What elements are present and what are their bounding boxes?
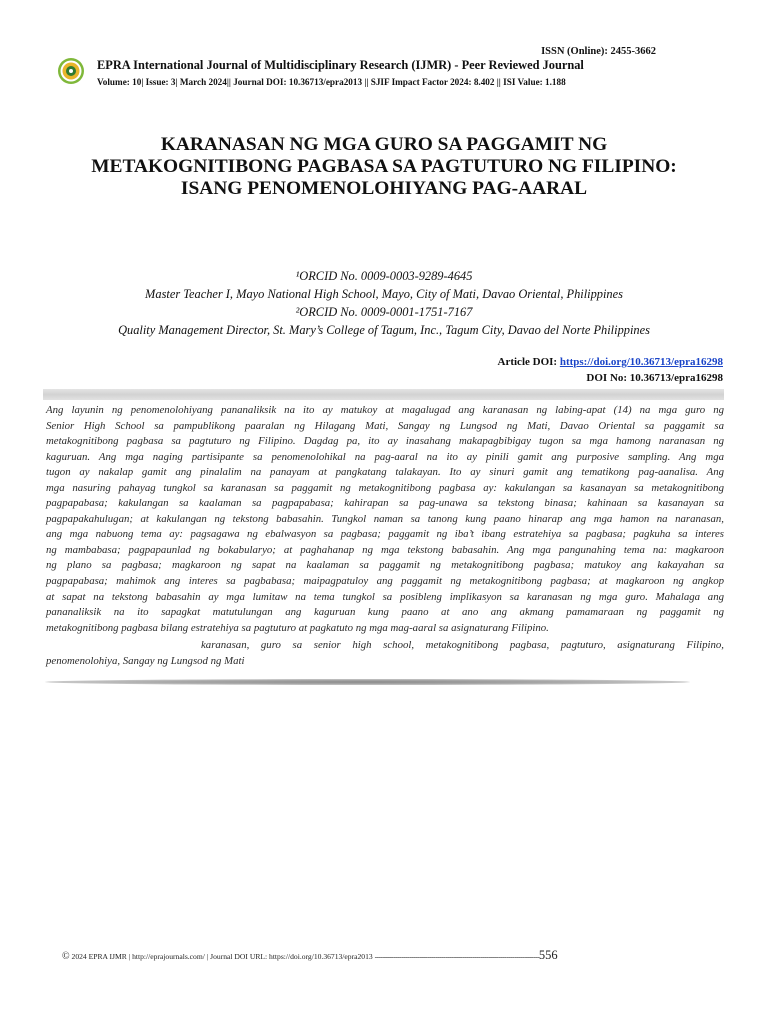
issn-label: ISSN (Online): 2455-3662 bbox=[541, 46, 656, 57]
paper-title bbox=[40, 134, 728, 200]
title-line: KARANASAN NG MGA GURO SA PAGGAMIT NG bbox=[160, 134, 608, 155]
orcid-2: ²ORCID No. 0009-0001-1751-7167 bbox=[295, 305, 473, 319]
abstract-line: metakognitibong pagbasa bilang estratehiya sa pagtuturo at pagkatuto ng mga mag-aaral sa asignaturang Filipino. bbox=[46, 621, 549, 634]
footer-dashes: --------------------------------------------------------------------------------- bbox=[374, 952, 539, 961]
keywords bbox=[46, 638, 724, 669]
affiliation-1: Master Teacher I, Mayo National High School, Mayo, City of Mati, Davao Oriental, Philippines bbox=[145, 287, 623, 301]
abstract-line: pananaliksik na ito sapagkat matutulungan ang kaguruan kung paano at ano ang akmang pamamaraan ng paggamit ng bbox=[46, 606, 724, 619]
footer-text: 2024 EPRA IJMR | http://eprajournals.com/ | Journal DOI URL: https://doi.org/10.36713/epra2013 bbox=[71, 952, 373, 961]
abstract-line: ng mambabasa; pagpapaunlad ng bokabularyo; at paghahanap ng mga tekstong babasahin. Ang mga pangunahing tema na: magkaroon bbox=[46, 543, 724, 556]
abstract-line: pagpapakahulugan; at kakulangan ng tekstong babasahin. Tungkol naman sa tanong kung paano hinarap ang mga hamon na naranasan, bbox=[46, 512, 724, 525]
doi-number: DOI No: 10.36713/epra16298 bbox=[586, 372, 723, 384]
doi-block bbox=[498, 354, 723, 386]
journal-meta: Volume: 10| Issue: 3| March 2024|| Journal DOI: 10.36713/epra2013 || SJIF Impact Factor 2024: 8.402 || ISI Value: 1.188 bbox=[97, 77, 566, 87]
abstract-line: pagpapabasa; mahimok ang interes sa pagbabasa; maipagpatuloy ang paggamit ng metakognitibong pagbasa; at magkaroon ng angkop bbox=[46, 575, 724, 588]
journal-logo-icon bbox=[57, 57, 85, 85]
keywords-line: penomenolohiya, Sangay ng Lungsod ng Mati bbox=[46, 654, 245, 667]
copyright-symbol: © bbox=[62, 951, 70, 962]
abstract-line: kaguruan. Ang mga naging partisipante sa penomenolohikal na pag-aaral na ito ay pinili gamit ang purposive sampling. Ang mga bbox=[46, 450, 724, 463]
journal-title: EPRA International Journal of Multidisciplinary Research (IJMR) - Peer Reviewed Journal bbox=[97, 58, 584, 72]
article-doi-label: Article DOI: bbox=[497, 356, 560, 368]
abstract-line: pagpapabasa; kakulangan sa kaalaman sa pagpapabasa; kahirapan sa pag-unawa sa tekstong binasa; kahinaan sa kasanayan sa bbox=[46, 497, 724, 510]
abstract-line: tugon ay nakalap gamit ang pinalalim na panayam at pangkatang talakayan. Ito ay sinuri gamit ang tematikong pag-aanalisa. Ang bbox=[46, 466, 724, 479]
abstract-bottom-divider bbox=[45, 679, 690, 685]
article-doi-link[interactable]: https://doi.org/10.36713/epra16298 bbox=[559, 356, 723, 368]
abstract-line: Ang layunin ng penomenolohiyang pananaliksik na ito ay matukoy at magalugad ang karanasan ng labing-apat (14) na mga guro ng bbox=[46, 404, 724, 416]
abstract-line: Senior High School sa pampublikong paaralan ng Hilagang Mati, Sangay ng Lungsod ng Mati, Davao Oriental sa paggamit sa bbox=[46, 419, 724, 432]
abstract bbox=[46, 403, 724, 636]
title-line: ISANG PENOMENOLOHIYANG PAG-AARAL bbox=[180, 178, 588, 199]
abstract-line: mga nasuring pahayag tungkol sa karanasan sa paggamit ng metakognitibong pagbasa ay: kakulangan sa kasanayan sa metakognitibong bbox=[46, 481, 724, 494]
page-footer bbox=[62, 948, 558, 963]
title-line: METAKOGNITIBONG PAGBASA SA PAGTUTURO NG FILIPINO: bbox=[91, 156, 677, 177]
author-affiliations bbox=[40, 267, 728, 339]
abstract-top-divider bbox=[43, 389, 724, 400]
keywords-line: karanasan, guro sa senior high school, metakognitibong pagbasa, pagtuturo, asignaturang Filipino, bbox=[201, 639, 724, 651]
article-doi bbox=[498, 354, 723, 370]
abstract-line: at sapat na tekstong babasahin ay mga lumitaw na tema tungkol sa posibleng implikasyon sa karanasan ng mga guro. Mahalaga ang bbox=[46, 590, 724, 603]
page-number: 556 bbox=[538, 948, 558, 962]
abstract-line: ang mga nabuong tema ay: pagsagawa ng ebalwasyon sa pagbasa; paggamit ng iba’t ibang estratehiya sa pagbasa; pagkuha sa interes bbox=[46, 528, 724, 541]
orcid-1: ¹ORCID No. 0009-0003-9289-4645 bbox=[295, 269, 473, 283]
affiliation-2: Quality Management Director, St. Mary’s College of Tagum, Inc., Tagum City, Davao del Norte Philippines bbox=[118, 323, 650, 337]
abstract-line: metakognitibong pagbasa sa pagtuturo ng Filipino. Dagdag pa, ito ay inasahang makapagbibigay tugon sa mga hamong naranasan ng bbox=[46, 435, 724, 448]
abstract-line: ng plano sa pagbasa; magkaroon ng sapat na kaalaman sa paggamit ng metakognitibong pagbasa; matukoy ang kakayahan sa bbox=[46, 559, 724, 572]
